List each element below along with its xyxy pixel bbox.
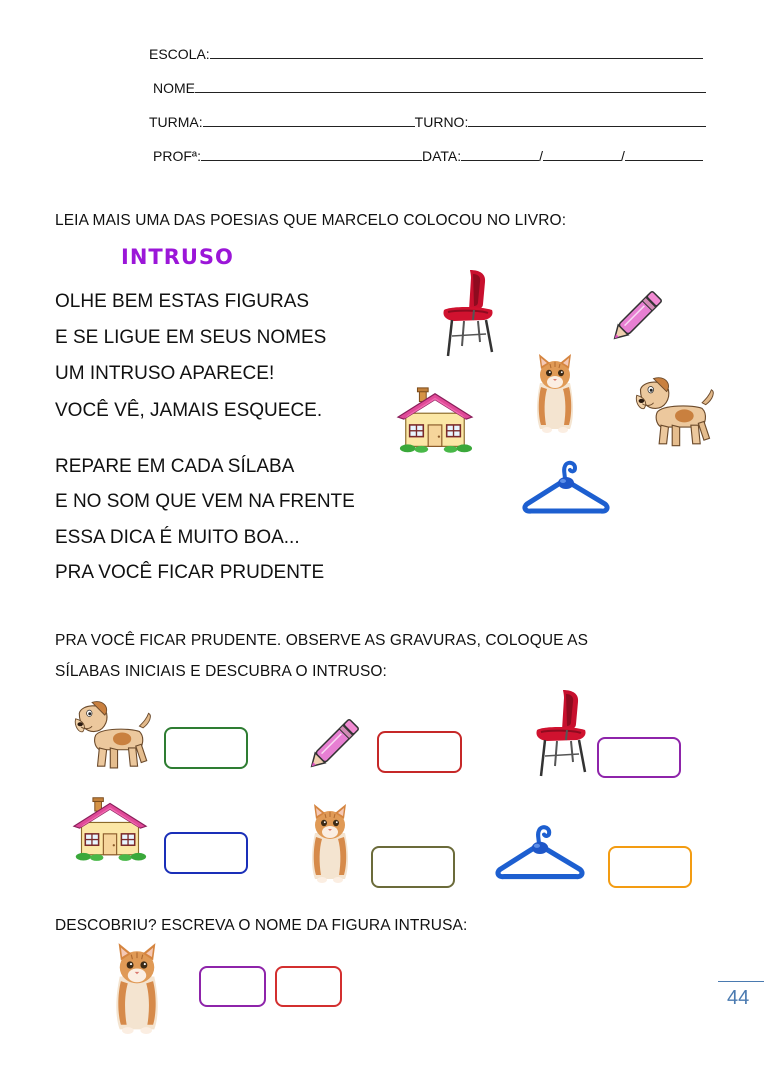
exercise-instruction: PRA VOCÊ FICAR PRUDENTE. OBSERVE AS GRAVURAS, COLOQUE AS	[55, 632, 589, 649]
shift-line[interactable]	[468, 114, 706, 127]
poem-line: E NO SOM QUE VEM NA FRENTE	[55, 491, 355, 512]
name-line[interactable]	[195, 80, 706, 93]
date-sep: /	[621, 148, 625, 164]
cat-icon	[108, 942, 166, 1034]
date-month-line[interactable]	[543, 148, 621, 161]
exercise-instruction: SÍLABAS INICIAIS E DESCUBRA O INTRUSO:	[55, 663, 387, 680]
syllable-box[interactable]	[164, 832, 248, 874]
teacher-date-field[interactable]	[153, 148, 703, 164]
chair-icon	[533, 688, 593, 778]
class-label: TURMA:	[149, 114, 203, 130]
dog-icon	[72, 698, 154, 776]
name-field[interactable]	[153, 80, 706, 96]
teacher-label: PROFª:	[153, 148, 201, 164]
name-label: NOME	[153, 80, 195, 96]
class-line[interactable]	[203, 114, 415, 127]
cat-icon	[305, 803, 355, 883]
poem-line: E SE LIGUE EM SEUS NOMES	[55, 327, 327, 348]
hanger-icon	[494, 822, 586, 884]
date-year-line[interactable]	[625, 148, 703, 161]
poem-line: PRA VOCÊ FICAR PRUDENTE	[55, 562, 325, 583]
intro-text: LEIA MAIS UMA DAS POESIAS QUE MARCELO COLOCOU NO LIVRO:	[55, 212, 567, 229]
class-shift-field[interactable]	[149, 114, 706, 130]
school-label: ESCOLA:	[149, 46, 210, 62]
poem-line: REPARE EM CADA SÍLABA	[55, 456, 295, 477]
hanger-icon	[520, 458, 612, 518]
date-label: DATA:	[421, 148, 462, 164]
final-question: DESCOBRIU? ESCREVA O NOME DA FIGURA INTRUSA:	[55, 917, 468, 934]
page-number-rule	[718, 981, 764, 982]
syllable-box[interactable]	[371, 846, 455, 888]
pencil-icon	[603, 280, 673, 350]
dog-icon	[633, 375, 717, 453]
poem-line: OLHE BEM ESTAS FIGURAS	[55, 291, 310, 312]
teacher-line[interactable]	[201, 148, 422, 161]
school-line[interactable]	[210, 46, 703, 59]
syllable-box[interactable]	[377, 731, 462, 773]
answer-box[interactable]	[199, 966, 266, 1007]
house-icon	[72, 796, 148, 866]
poem-line: UM INTRUSO APARECE!	[55, 363, 275, 384]
syllable-box[interactable]	[164, 727, 248, 769]
shift-label: TURNO:	[414, 114, 469, 130]
school-field[interactable]	[149, 46, 703, 62]
page-number: 44	[727, 987, 750, 1009]
poem-title: INTRUSO	[121, 245, 234, 269]
answer-box[interactable]	[275, 966, 342, 1007]
date-day-line[interactable]	[461, 148, 539, 161]
date-sep: /	[539, 148, 544, 164]
pencil-icon	[300, 708, 370, 778]
poem-line: ESSA DICA É MUITO BOA...	[55, 527, 300, 548]
house-icon	[396, 386, 474, 458]
cat-icon	[530, 353, 580, 433]
poem-line: VOCÊ VÊ, JAMAIS ESQUECE.	[55, 400, 323, 421]
chair-icon	[440, 268, 500, 358]
syllable-box[interactable]	[608, 846, 692, 888]
syllable-box[interactable]	[597, 737, 681, 778]
